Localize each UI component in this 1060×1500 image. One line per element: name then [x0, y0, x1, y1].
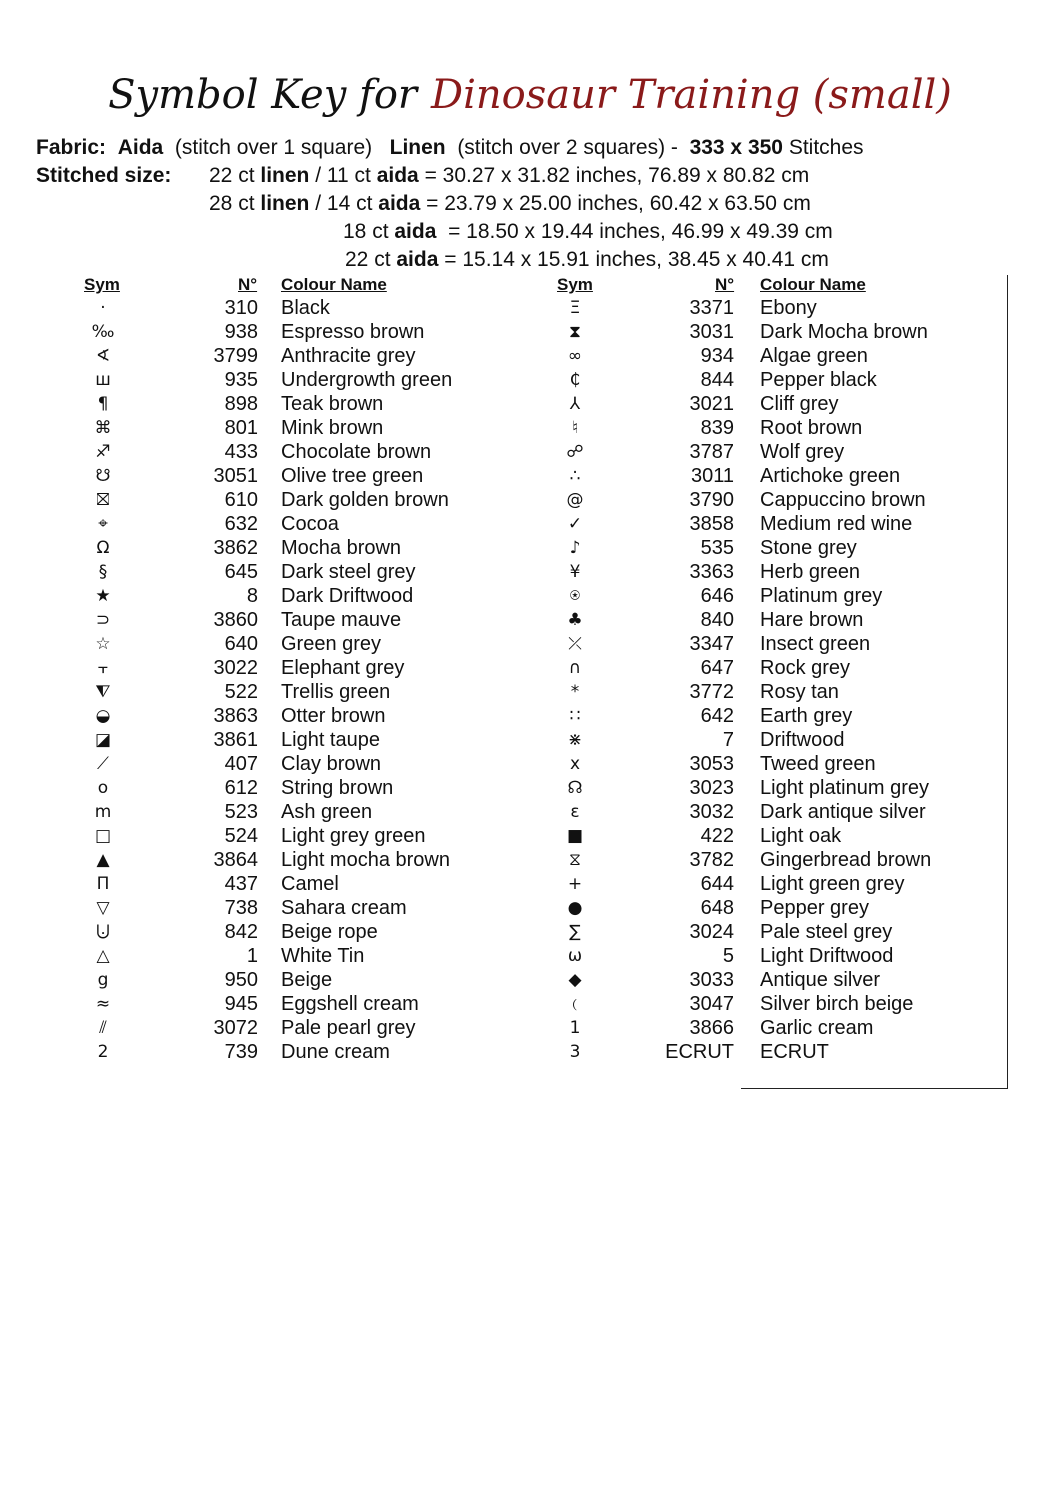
dimensions: = 15.14 x 15.91 inches, 38.45 x 40.41 cm — [438, 248, 829, 271]
floss-number: 3031 — [689, 321, 734, 343]
colour-name: Black — [281, 297, 330, 319]
floss-number: 523 — [224, 801, 258, 823]
header-sym-right: Sym — [557, 275, 593, 294]
symbol-icon: ∑ — [569, 922, 581, 942]
symbol-icon: + — [567, 874, 583, 894]
colour-name: Green grey — [281, 633, 382, 655]
symbol-icon: ▽ — [96, 898, 110, 918]
symbol-icon: ✓ — [567, 514, 583, 534]
header-sym-left: Sym — [84, 275, 120, 294]
fabric-linen: Linen — [389, 136, 446, 159]
symbol-icon: □ — [94, 826, 112, 846]
colour-name: Pepper black — [760, 369, 877, 391]
colour-name: Dark Mocha brown — [760, 321, 928, 343]
colour-name: Mink brown — [281, 417, 384, 439]
colour-name: Garlic cream — [760, 1017, 874, 1039]
colour-name: Eggshell cream — [281, 993, 419, 1015]
floss-number: 3024 — [689, 921, 734, 943]
floss-number: 645 — [224, 561, 258, 583]
floss-number: 3032 — [689, 801, 734, 823]
symbol-icon: ⫽ — [99, 1018, 107, 1038]
header-name-left: Colour Name — [281, 275, 387, 294]
floss-number: 839 — [700, 417, 734, 439]
symbol-icon: ш — [95, 370, 111, 390]
floss-number: 738 — [224, 897, 258, 919]
colour-name: Dark Driftwood — [281, 585, 414, 607]
symbol-icon: m — [94, 802, 112, 822]
floss-number: 950 — [224, 969, 258, 991]
colour-name: Light oak — [760, 825, 842, 847]
colour-name: Medium red wine — [760, 513, 913, 535]
floss-number: 3799 — [213, 345, 258, 367]
colour-name: Herb green — [760, 561, 861, 583]
page-title — [0, 72, 1060, 118]
floss-number: 310 — [224, 297, 258, 319]
colour-name: Root brown — [760, 417, 863, 439]
fabric-type: aida — [394, 220, 437, 243]
floss-number: 647 — [700, 657, 734, 679]
floss-number: 407 — [224, 753, 258, 775]
title-prefix: Symbol Key for — [108, 72, 418, 118]
floss-number: 3371 — [689, 297, 734, 319]
floss-number: 437 — [224, 873, 258, 895]
symbol-icon: ⌖ — [98, 514, 108, 534]
colour-name: Tweed green — [760, 753, 876, 775]
symbol-icon: ⧨ — [95, 682, 111, 702]
colour-name: Taupe mauve — [281, 609, 402, 631]
stitched-size-line — [345, 248, 829, 272]
symbol-icon: ♐ — [95, 442, 111, 462]
symbol-icon: ﹙ — [566, 994, 584, 1014]
colour-name: Pale steel grey — [760, 921, 893, 943]
floss-number: 1 — [246, 945, 258, 967]
colour-name: String brown — [281, 777, 394, 799]
colour-name: Cocoa — [281, 513, 339, 535]
symbol-icon: ☍ — [566, 442, 584, 462]
table-border-right — [1007, 275, 1008, 1088]
floss-number: 3051 — [213, 465, 258, 487]
colour-name: White Tin — [281, 945, 365, 967]
symbol-icon: ⍟ — [569, 586, 581, 606]
count: / 11 ct — [309, 164, 377, 187]
floss-number: 801 — [224, 417, 258, 439]
floss-number: 3864 — [213, 849, 258, 871]
colour-name: Wolf grey — [760, 441, 845, 463]
colour-name: Antique silver — [760, 969, 881, 991]
floss-number: 640 — [224, 633, 258, 655]
colour-name: Undergrowth green — [281, 369, 453, 391]
colour-name: Hare brown — [760, 609, 864, 631]
floss-number: 610 — [224, 489, 258, 511]
floss-number: 842 — [224, 921, 258, 943]
symbol-icon: ■ — [566, 826, 584, 846]
colour-name: Elephant grey — [281, 657, 405, 679]
header-num-right: N° — [715, 275, 735, 294]
floss-number: 3866 — [689, 1017, 734, 1039]
symbol-icon: ∞ — [567, 346, 583, 366]
colour-name: Beige — [281, 969, 333, 991]
stitched-size-line — [343, 220, 833, 244]
symbol-icon: ∩ — [568, 658, 582, 678]
header-num-left: N° — [238, 275, 258, 294]
symbol-icon: ¶ — [97, 394, 109, 414]
symbol-icon: ₵ — [569, 370, 581, 390]
floss-number: 3863 — [213, 705, 258, 727]
colour-name: Dark antique silver — [760, 801, 926, 823]
count: 28 ct — [209, 192, 261, 215]
floss-number: 3787 — [689, 441, 734, 463]
floss-number: 945 — [224, 993, 258, 1015]
floss-number: 644 — [700, 873, 734, 895]
colour-name: Dune cream — [281, 1041, 390, 1063]
floss-number: 898 — [224, 393, 258, 415]
colour-name: Driftwood — [760, 729, 845, 751]
symbol-icon: ☋ — [95, 466, 111, 486]
floss-number: 938 — [224, 321, 258, 343]
colour-name: Light grey green — [281, 825, 426, 847]
floss-number: 3860 — [213, 609, 258, 631]
count: 22 ct — [345, 248, 397, 271]
aida-note: (stitch over 1 square) — [174, 136, 373, 159]
floss-number: 3053 — [689, 753, 734, 775]
symbol-icon: ♣ — [567, 610, 583, 630]
colour-name: Dark steel grey — [281, 561, 416, 583]
colour-name: ECRUT — [760, 1041, 829, 1063]
colour-name: Artichoke green — [760, 465, 901, 487]
symbol-icon: ω — [567, 946, 583, 966]
colour-name: Light Driftwood — [760, 945, 894, 967]
colour-name: Cliff grey — [760, 393, 839, 415]
floss-number: 739 — [224, 1041, 258, 1063]
floss-number: 642 — [700, 705, 734, 727]
stitched-size-line — [209, 164, 809, 188]
symbol-icon: ⨃ — [96, 922, 110, 942]
stitch-count: 333 x 350 — [689, 136, 783, 159]
colour-name: Olive tree green — [281, 465, 424, 487]
colour-name: Light mocha brown — [281, 849, 450, 871]
colour-name: Light taupe — [281, 729, 380, 751]
colour-name: Sahara cream — [281, 897, 407, 919]
symbol-icon: ‰ — [91, 322, 115, 342]
floss-number: 5 — [722, 945, 734, 967]
floss-number: 422 — [700, 825, 734, 847]
colour-name: Trellis green — [281, 681, 391, 703]
fabric-type: aida — [378, 192, 421, 215]
symbol-icon: § — [98, 562, 108, 582]
floss-number: 3790 — [689, 489, 734, 511]
floss-number: 7 — [722, 729, 734, 751]
floss-number: 934 — [700, 345, 734, 367]
symbol-icon: ☊ — [567, 778, 583, 798]
fabric-line — [36, 136, 864, 160]
colour-name: Silver birch beige — [760, 993, 914, 1015]
floss-number: 3022 — [213, 657, 258, 679]
floss-number: 3047 — [689, 993, 734, 1015]
symbol-icon: Ξ — [569, 298, 581, 318]
symbol-icon: g — [97, 970, 109, 990]
floss-number: 3772 — [689, 681, 734, 703]
floss-number: 522 — [224, 681, 258, 703]
symbol-icon: 1 — [569, 1018, 581, 1038]
dimensions: = 30.27 x 31.82 inches, 76.89 x 80.82 cm — [418, 164, 810, 187]
colour-name: Pale pearl grey — [281, 1017, 416, 1039]
dimensions: = 18.50 x 19.44 inches, 46.99 x 49.39 cm — [436, 220, 833, 243]
colour-name: Anthracite grey — [281, 345, 416, 367]
symbol-icon: ◆ — [568, 970, 582, 990]
floss-number: 632 — [224, 513, 258, 535]
symbol-icon: ∷ — [569, 706, 581, 726]
colour-name: Platinum grey — [760, 585, 883, 607]
symbol-icon: ◒ — [95, 706, 111, 726]
colour-name: Camel — [281, 873, 339, 895]
symbol-icon: ★ — [95, 586, 111, 606]
floss-number: 3072 — [213, 1017, 258, 1039]
colour-name: Pepper grey — [760, 897, 869, 919]
symbol-icon: ▲ — [96, 850, 110, 870]
floss-number: 8 — [246, 585, 258, 607]
colour-name: Stone grey — [760, 537, 857, 559]
table-border-bottom — [741, 1088, 1008, 1089]
symbol-icon: ⌘ — [94, 418, 112, 438]
floss-number: 524 — [224, 825, 258, 847]
symbol-icon: ≈ — [95, 994, 111, 1014]
fabric-type: aida — [376, 164, 419, 187]
floss-number: 935 — [224, 369, 258, 391]
symbol-icon: ⊃ — [95, 610, 111, 630]
floss-number: ECRUT — [665, 1041, 734, 1063]
colour-name: Otter brown — [281, 705, 386, 727]
colour-name: Beige rope — [281, 921, 378, 943]
dimensions: = 23.79 x 25.00 inches, 60.42 x 63.50 cm — [420, 192, 811, 215]
floss-number: 840 — [700, 609, 734, 631]
colour-name: Dark golden brown — [281, 489, 449, 511]
symbol-icon: ε — [570, 802, 580, 822]
symbol-icon: Ω — [96, 538, 110, 558]
colour-name: Light platinum grey — [760, 777, 929, 799]
floss-number: 844 — [700, 369, 734, 391]
symbol-icon: ⛝ — [96, 490, 110, 510]
symbol-icon: 2 — [97, 1042, 109, 1062]
floss-number: 3861 — [213, 729, 258, 751]
symbol-icon: ⟋ — [97, 754, 109, 774]
floss-number: 3011 — [690, 465, 734, 487]
fabric-type: linen — [260, 192, 310, 215]
floss-number: 535 — [700, 537, 734, 559]
fabric-type: aida — [396, 248, 439, 271]
floss-number: 3782 — [689, 849, 734, 871]
colour-name: Insect green — [760, 633, 871, 655]
floss-number: 612 — [224, 777, 258, 799]
colour-name: Ash green — [281, 801, 373, 823]
fabric-type: linen — [260, 164, 310, 187]
linen-note: (stitch over 2 squares) - — [457, 136, 678, 159]
symbol-icon: ⤫ — [568, 634, 582, 654]
symbol-icon: x — [569, 754, 581, 774]
symbol-icon: ¥ — [569, 562, 581, 582]
floss-number: 3858 — [689, 513, 734, 535]
floss-number: 3363 — [689, 561, 734, 583]
count: 22 ct — [209, 164, 261, 187]
symbol-icon: * — [570, 682, 580, 702]
symbol-icon: ● — [567, 898, 583, 918]
colour-name: Teak brown — [281, 393, 384, 415]
header-name-right: Colour Name — [760, 275, 866, 294]
floss-number: 433 — [224, 441, 258, 463]
symbol-icon: ♪ — [569, 538, 581, 558]
symbol-icon: ⫟ — [97, 658, 109, 678]
colour-name: Rock grey — [760, 657, 851, 679]
floss-number: 3021 — [689, 393, 734, 415]
symbol-icon: Π — [96, 874, 110, 894]
symbol-icon: ◪ — [94, 730, 112, 750]
colour-name: Rosy tan — [760, 681, 839, 703]
colour-name: Ebony — [760, 297, 817, 319]
colour-name: Light green grey — [760, 873, 905, 895]
stitched-size-line — [209, 192, 811, 216]
symbol-icon: ⋇ — [567, 730, 583, 750]
stitched-size-label-text: Stitched size: — [36, 164, 172, 187]
count: / 14 ct — [309, 192, 379, 215]
floss-number: 3862 — [213, 537, 258, 559]
colour-name: Gingerbread brown — [760, 849, 932, 871]
symbol-icon: · — [100, 298, 106, 318]
count: 18 ct — [343, 220, 395, 243]
pattern-name: Dinosaur Training (small) — [431, 72, 952, 118]
fabric-aida: Aida — [117, 136, 164, 159]
colour-name: Earth grey — [760, 705, 853, 727]
colour-name: Chocolate brown — [281, 441, 432, 463]
floss-number: 646 — [700, 585, 734, 607]
fabric-label: Fabric: — [36, 136, 107, 159]
symbol-icon: ∢ — [95, 346, 111, 366]
colour-name: Algae green — [760, 345, 868, 367]
colour-name: Cappuccino brown — [760, 489, 926, 511]
floss-number: 3023 — [689, 777, 734, 799]
symbol-icon: ⧗ — [569, 322, 581, 342]
symbol-icon: o — [97, 778, 109, 798]
symbol-icon: ☆ — [95, 634, 111, 654]
symbol-icon: ⅄ — [569, 394, 581, 414]
floss-number: 3033 — [689, 969, 734, 991]
floss-number: 648 — [700, 897, 734, 919]
symbol-icon: △ — [96, 946, 110, 966]
symbol-icon: ♮ — [571, 418, 579, 438]
stitches-label: Stitches — [788, 136, 864, 159]
stitched-size-label — [36, 164, 171, 188]
symbol-icon: @ — [566, 490, 584, 510]
symbol-icon: 3 — [569, 1042, 581, 1062]
symbol-icon: ∴ — [569, 466, 581, 486]
floss-number: 3347 — [689, 633, 734, 655]
colour-name: Mocha brown — [281, 537, 402, 559]
colour-name: Espresso brown — [281, 321, 425, 343]
symbol-icon: ⧖ — [569, 850, 581, 870]
colour-name: Clay brown — [281, 753, 382, 775]
